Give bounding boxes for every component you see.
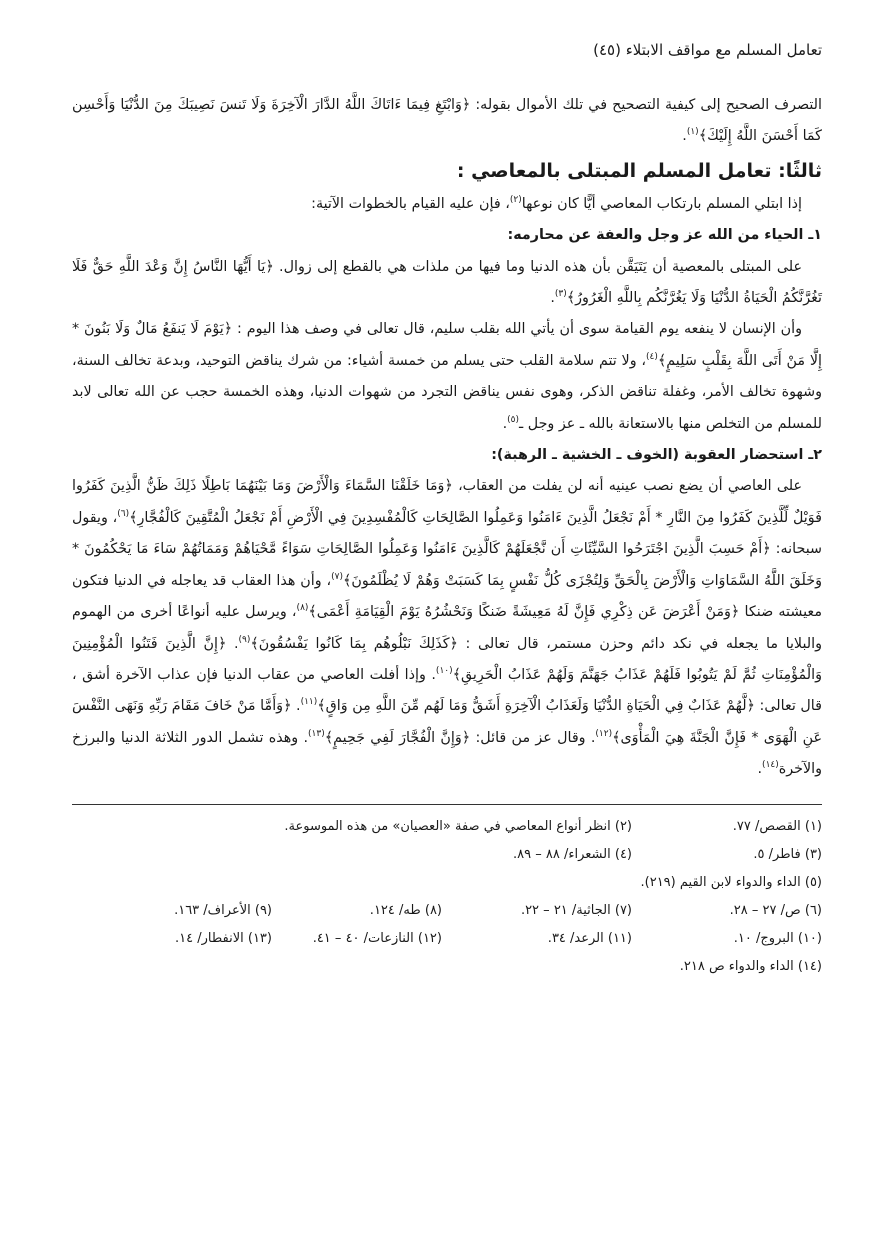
footnote-ref[interactable]: (٣) (554, 289, 567, 300)
footnote-ref[interactable]: (١٠) (435, 666, 453, 677)
quran-verse: ﴿لَّهُمْ عَذَابٌ فِي الْحَيَاةِ الدُّنْيَا وَلَعَذَابُ الْآخِرَةِ أَشَقُّ وَمَا لَهُم مِّنَ اللَّهِ مِن وَاقٍ﴾ (317, 698, 755, 715)
footnote-row (72, 841, 822, 869)
footnote-ref[interactable]: (١٤) (762, 760, 779, 771)
paragraph-5 (72, 471, 822, 785)
running-header: تعامل المسلم مع مواقف الابتلاء (٤٥) (593, 41, 822, 59)
section-heading: ثالثًا: تعامل المسلم المبتلى بالمعاصي : (456, 159, 822, 182)
text: على المبتلى بالمعصية أن يَتَيَقَّن بأن هذه الدنيا وما فيها من ملذات هي بالقطع إلى زوال. (273, 258, 802, 275)
step-heading-1: ١ـ الحياء من الله عز وجل والعفة عن محارمه: (507, 227, 822, 244)
footnote-row (72, 897, 822, 925)
text: . (502, 415, 508, 432)
text: ، وأن هذا العقاب قد يعاجله في الدنيا فتكون معيشته ضنكا (72, 572, 822, 621)
text: التصرف الصحيح إلى كيفية التصحيح في تلك الأموال بقوله: (470, 97, 823, 113)
text: وأن الإنسان لا ينفعه يوم القيامة سوى أن يأتي الله بقلب سليم، قال تعالى في وصف هذا اليوم : (232, 321, 802, 338)
text: ، ويقول سبحانه: (72, 509, 823, 558)
footnote-item: (١٠) البروج/ ١٠. (733, 930, 822, 946)
footnote-ref[interactable]: (٩) (238, 634, 251, 645)
footnote-row (72, 813, 822, 841)
quran-verse: ﴿إِنَّ الَّذِينَ فَتَنُوا الْمُؤْمِنِينَ وَالْمُؤْمِنَاتِ ثُمَّ لَمْ يَتُوبُوا فَلَهُمْ عَذَابُ جَهَنَّمَ وَلَهُمْ عَذَابُ الْحَرِيقِ﴾ (72, 635, 823, 683)
footnote-item: (١١) الرعد/ ٣٤. (547, 930, 632, 946)
quran-verse: ﴿يَا أَيُّهَا النَّاسُ إِنَّ وَعْدَ اللَّهِ حَقٌّ فَلَا تَغُرَّنَّكُمُ الْحَيَاةُ الدُّنْيَا وَلَا يَغُرَّنَّكُم بِاللَّهِ الْغَرُورُ﴾ (72, 258, 822, 307)
footnote-row (72, 953, 822, 981)
quran-verse: ﴿كَذَلِكَ نَبْلُوهُم بِمَا كَانُوا يَفْسُقُونَ﴾ (250, 635, 458, 652)
text: . (757, 761, 763, 778)
footnote-ref[interactable]: (٢) (509, 195, 522, 206)
text: . وإذا أفلت العاصي من عقاب الدنيا فإن عذاب الآخرة أشق ، قال تعالى: (72, 666, 822, 715)
quran-verse: ﴿وَمَنْ أَعْرَضَ عَن ذِكْرِي فَإِنَّ لَهُ مَعِيشَةً ضَنكًا وَنَحْشُرُهُ يَوْمَ الْقِيَامَةِ أَعْمَى﴾ (308, 604, 740, 621)
text: على العاصي أن يضع نصب عينيه أنه لن يفلت من العقاب، (452, 478, 803, 495)
footnote-item: (١٣) الانفطار/ ١٤. (175, 930, 272, 946)
quran-verse: ﴿وَمَا خَلَقْنَا السَّمَاءَ وَالْأَرْضَ وَمَا بَيْنَهُمَا بَاطِلًا ذَلِكَ ظَنُّ الَّذِينَ كَفَرُوا فَوَيْلٌ لِّلَّذِينَ كَفَرُوا مِنَ النَّارِ * أَمْ نَجْعَلُ الَّذِينَ ءَامَنُوا وَعَمِلُوا الصَّالِحَاتِ كَالْمُفْسِدِينَ فِي الْأَرْضِ أَمْ نَجْعَلُ الْمُتَّقِينَ كَالْفُجَّارِ﴾ (72, 478, 822, 526)
paragraph-2 (72, 189, 822, 220)
quran-verse: ﴿وَأَمَّا مَنْ خَافَ مَقَامَ رَبِّهِ وَنَهَى النَّفْسَ عَنِ الْهَوَى * فَإِنَّ الْجَنَّةَ هِيَ الْمَأْوَى﴾ (72, 698, 822, 746)
footnote-item: (٨) طه/ ١٢٤. (369, 902, 442, 918)
footnote-ref[interactable]: (١) (686, 127, 699, 138)
paragraph-1 (72, 90, 822, 153)
footnote-item: (٢) انظر أنواع المعاصي في صفة «العصيان» من هذه الموسوعة. (284, 818, 632, 834)
footnote-ref[interactable]: (٤) (646, 352, 658, 363)
footnote-ref[interactable]: (٨) (296, 603, 309, 614)
paragraph-3 (72, 252, 822, 315)
footnote-row (72, 869, 822, 897)
footnote-ref[interactable]: (٥) (507, 414, 520, 425)
footnotes (72, 813, 822, 981)
footnote-item: (١) القصص/ ٧٧. (732, 818, 822, 834)
footnote-ref[interactable]: (١٢) (595, 728, 613, 739)
text: . (291, 698, 301, 715)
footnote-ref[interactable]: (٦) (117, 509, 130, 520)
footnote-ref[interactable]: (١٣) (308, 728, 325, 739)
text: إذا ابتلي المسلم بارتكاب المعاصي أيًّا كان نوعها (521, 195, 802, 212)
footnote-item: (٧) الجاثية/ ٢١ – ٢٢. (520, 902, 632, 918)
footnote-row (72, 925, 822, 953)
text: ، فإن عليه القيام بالخطوات الآتية: (311, 195, 510, 212)
footnote-item: (١٢) النازعات/ ٤٠ – ٤١. (312, 930, 442, 946)
text: . (550, 290, 555, 307)
footnote-ref[interactable]: (٧) (331, 571, 343, 582)
text: . (226, 635, 239, 652)
quran-verse: ﴿أَمْ حَسِبَ الَّذِينَ اجْتَرَحُوا السَّيِّئَاتِ أَن نَّجْعَلَهُمْ كَالَّذِينَ ءَامَنُوا وَعَمِلُوا الصَّالِحَاتِ سَوَاءً مَّحْيَاهُمْ وَمَمَاتُهُمْ سَاءَ مَا يَحْكُمُونَ * وَخَلَقَ اللَّهُ السَّمَاوَاتِ وَالْأَرْضَ بِالْحَقِّ وَلِتُجْزَى كُلُّ نَفْسٍ بِمَا كَسَبَتْ وَهُمْ لَا يُظْلَمُونَ﴾ (72, 541, 822, 589)
footnote-item: (٦) ص/ ٢٧ – ٢٨. (729, 902, 822, 918)
footnote-item: (١٤) الداء والدواء ص ٢١٨. (679, 958, 822, 974)
text: ، ولا تتم سلامة القلب حتى يسلم من خمسة أشياء: من شرك يناقض التوحيد، وبدعة تخالف السنة، وشهوة تخالف الأمر، وغفلة تناقض الذكر، وهوى نفس يناقض التجرد من شهوات الدنيا، وهذه الخمسة حجب عن الله تعالى لابد للمسلم من التخلص منها بالاستعانة بالله ـ عز وجل ـ (72, 352, 822, 432)
footnote-item: (٣) فاطر/ ٥. (753, 846, 822, 862)
footnote-ref[interactable]: (١١) (300, 697, 318, 708)
paragraph-4 (72, 314, 822, 440)
page-body (72, 90, 822, 786)
text: . وقال عز من قائل: (470, 729, 596, 746)
footnote-item: (٥) الداء والدواء لابن القيم (٢١٩). (640, 874, 822, 890)
quran-verse: ﴿يَوْمَ لَا يَنفَعُ مَالٌ وَلَا بَنُونَ * إِلَّا مَنْ أَتَى اللَّهَ بِقَلْبٍ سَلِيمٍ﴾ (72, 321, 822, 369)
step-heading-2: ٢ـ استحضار العقوبة (الخوف ـ الخشية ـ الرهبة): (491, 447, 822, 464)
text: ، ويرسل عليه أنواعًا أخرى من الهموم والبلايا ما يجعله في نكد دائم وحزن مستمر، قال تعالى : (72, 604, 822, 652)
text: . وهذه تشمل الدور الثلاثة الدنيا والبرزخ والآخرة (72, 729, 822, 778)
footnote-item: (٤) الشعراء/ ٨٨ – ٨٩. (513, 846, 632, 862)
quran-verse: ﴿وَابْتَغِ فِيمَا ءَاتَاكَ اللَّهُ الدَّارَ الْآخِرَةَ وَلَا تَنسَ نَصِيبَكَ مِنَ الدُّنْيَا وَأَحْسِن كَمَا أَحْسَنَ اللَّهُ إِلَيْكَ﴾ (72, 97, 822, 145)
quran-verse: ﴿وَإِنَّ الْفُجَّارَ لَفِي جَحِيمٍ﴾ (324, 729, 471, 746)
text: . (682, 128, 687, 145)
footnote-item: (٩) الأعراف/ ١٦٣. (174, 902, 272, 918)
footnote-divider (72, 804, 822, 805)
